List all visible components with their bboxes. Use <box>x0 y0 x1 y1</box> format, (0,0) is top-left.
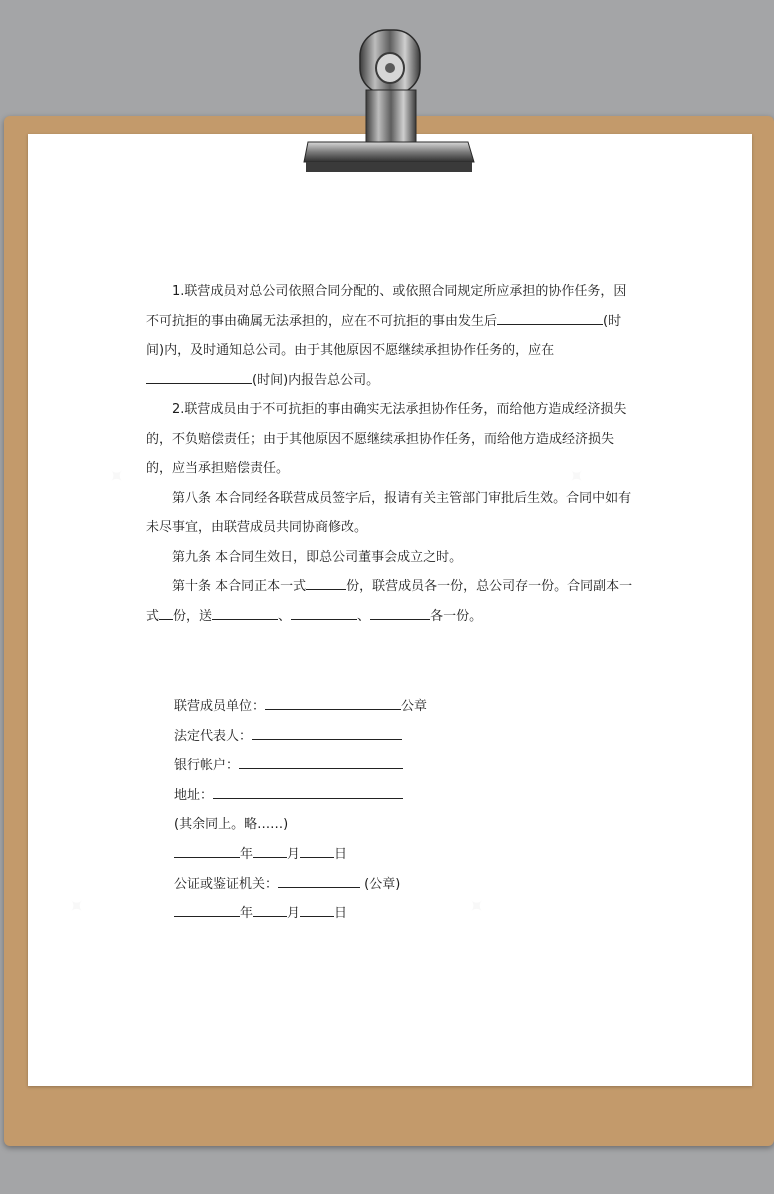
bank-account-row: 银行帐户： <box>174 751 427 781</box>
blank-field <box>213 783 403 799</box>
blank-field <box>253 842 287 858</box>
address-row: 地址： <box>174 781 427 811</box>
blank-field <box>174 842 240 858</box>
watermark: ✦ <box>101 461 131 491</box>
blank-field <box>306 574 346 590</box>
blank-field <box>291 604 357 620</box>
blank-field <box>497 309 603 325</box>
date-row: 年 月 日 <box>174 840 427 870</box>
blank-field <box>370 604 430 620</box>
article-8: 第八条 本合同经各联营成员签字后，报请有关主管部门审批后生效。合同中如有未尽事宜，由联营成员共同协商修改。 <box>146 490 632 535</box>
member-unit-row: 联营成员单位： 公章 <box>174 692 427 722</box>
signature-block <box>174 692 427 929</box>
blank-field <box>253 901 287 917</box>
document-body <box>146 277 638 631</box>
watermark: ✦ <box>461 891 491 921</box>
blank-field <box>252 724 402 740</box>
watermark: ✦ <box>61 891 91 921</box>
blank-field <box>174 901 240 917</box>
blank-field <box>212 604 278 620</box>
notary-row: 公证或鉴证机关： (公章) <box>174 870 427 900</box>
blank-field <box>239 753 403 769</box>
blank-field <box>300 901 334 917</box>
legal-rep-row: 法定代表人： <box>174 722 427 752</box>
blank-field <box>265 694 401 710</box>
blank-field <box>278 872 360 888</box>
binder-clip-icon <box>296 24 480 180</box>
date-row: 年 月 日 <box>174 899 427 929</box>
clause-paragraph: 2.联营成员由于不可抗拒的事由确实无法承担协作任务，而给他方造成经济损失的，不负赔偿责任；由于其他原因不愿继续承担协作任务，而给他方造成经济损失的，应当承担赔偿责任。 <box>146 402 627 476</box>
clause-paragraph: 1.联营成员对总公司依照合同分配的、或依照合同规定所应承担的协作任务，因不可抗拒的事由确属无法承担的，应在不可抗拒的事由发生后 (时间)内，及时通知总公司。由于其他原因不愿继续承担协作任务的，应在(时间)内报告总公司。 <box>146 284 627 388</box>
blank-field <box>146 368 252 384</box>
article-9: 第九条 本合同生效日，即总公司董事会成立之时。 <box>172 549 463 565</box>
rest-note: (其余同上。略……) <box>174 817 289 833</box>
blank-field <box>159 604 173 620</box>
article-10: 第十条 本合同正本一式 份，联营成员各一份，总公司存一份。合同副本一式 份，送 、 、 各一份。 <box>146 572 638 631</box>
watermark: ✦ <box>561 461 591 491</box>
blank-field <box>300 842 334 858</box>
